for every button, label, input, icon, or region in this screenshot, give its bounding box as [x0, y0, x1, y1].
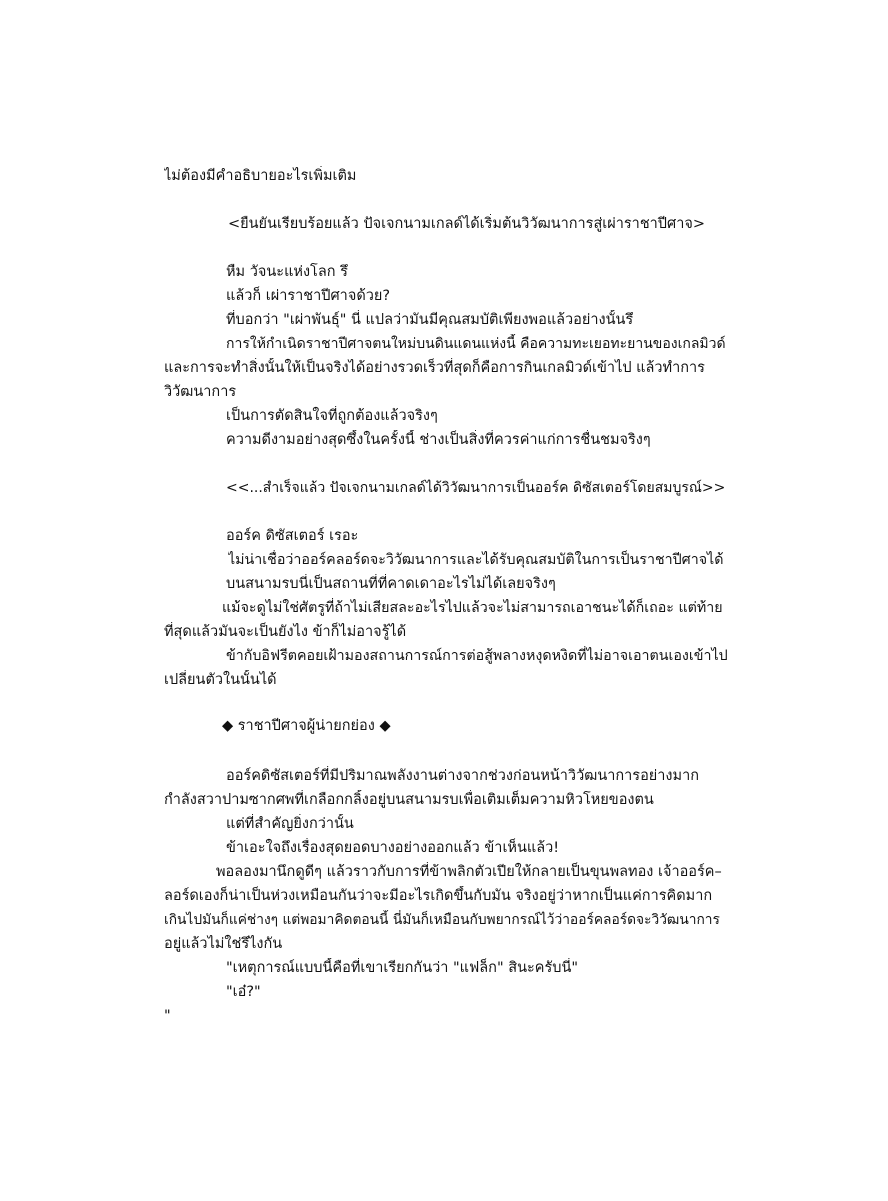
- text-line: และการจะทำสิ่งนั้นให้เป็นจริงได้อย่างรวดเร็วที่สุดก็คือการกินเกลมิวด์เข้าไป แล้วทำการ: [164, 360, 705, 376]
- text-line: บนสนามรบนี่เป็นสถานที่ที่คาดเดาอะไรไม่ได้เลยจริงๆ: [226, 576, 556, 592]
- text-line: ข้าเอะใจถึงเรื่องสุดยอดบางอย่างออกแล้ว ข้าเห็นแล้ว!: [226, 840, 560, 856]
- text-line: ": [164, 1008, 171, 1024]
- text-line: ลอร์ดเองก็น่าเป็นห่วงเหมือนกันว่าจะมีอะไรเกิดขึ้นกับมัน จริงอยู่ว่าหากเป็นแค่การคิดมาก: [164, 888, 713, 904]
- text-line: กำลังสวาปามซากศพที่เกลือกกลิ้งอยู่บนสนามรบเพื่อเติมเต็มความหิวโหยของตน: [164, 792, 654, 808]
- text-line: ออร์ค ดิซัสเตอร์ เรอะ: [226, 528, 359, 544]
- text-line: แล้วก็ เผ่าราชาปีศาจด้วย?: [226, 288, 391, 304]
- text-line: ข้ากับอิฟรีตคอยเฝ้ามองสถานการณ์การต่อสู้พลางหงุดหงิดที่ไม่อาจเอาตนเองเข้าไป: [226, 648, 728, 664]
- system-message: <<...สำเร็จแล้ว ปัจเจกนามเกลด์ได้วิวัฒนาการเป็นออร์ค ดิซัสเตอร์โดยสมบูรณ์>>: [226, 480, 726, 496]
- text-line: ออร์คดิซัสเตอร์ที่มีปริมาณพลังงานต่างจากช่วงก่อนหน้าวิวัฒนาการอย่างมาก: [226, 768, 699, 784]
- text-line: แม้จะดูไม่ใช่ศัตรูที่ถ้าไม่เสียสละอะไรไปแล้วจะไม่สามารถเอาชนะได้ก็เถอะ แต่ท้าย: [222, 600, 723, 616]
- text-line: เป็นการตัดสินใจที่ถูกต้องแล้วจริงๆ: [226, 408, 438, 424]
- text-line: ไม่น่าเชื่อว่าออร์คลอร์ดจะวิวัฒนาการและได้รับคุณสมบัติในการเป็นราชาปีศาจได้: [228, 552, 724, 568]
- text-line: ที่บอกว่า "เผ่าพันธุ์" นี่ แปลว่ามันมีคุณสมบัติเพียงพอแล้วอย่างนั้นรึ: [226, 312, 634, 328]
- text-line: เกินไปมันก็แค่ช่างๆ แต่พอมาคิดตอนนี้ นี่มันก็เหมือนกับพยากรณ์ไว้ว่าออร์คลอร์ดจะวิวัฒนาการ: [164, 912, 720, 928]
- system-message: <ยืนยันเรียบร้อยแล้ว ปัจเจกนามเกลด์ได้เริ่มต้นวิวัฒนาการสู่เผ่าราชาปีศาจ>: [228, 216, 706, 232]
- text-line: การให้กำเนิดราชาปีศาจตนใหม่บนดินแดนแห่งนี้ คือความทะเยอทะยานของเกลมิวด์: [226, 336, 726, 352]
- text-line: แต่ที่สำคัญยิ่งกว่านั้น: [226, 816, 354, 832]
- section-heading: ◆ ราชาปีศาจผู้น่ายกย่อง ◆: [222, 718, 391, 734]
- text-line: ไม่ต้องมีคำอธิบายอะไรเพิ่มเติม: [164, 168, 357, 184]
- dialogue-line: "เหตุการณ์แบบนี้คือที่เขาเรียกกันว่า "แฟล็ก" สินะครับนี่": [226, 960, 579, 976]
- dialogue-line: "เอ๋?": [226, 984, 261, 1000]
- text-line: หืม วัจนะแห่งโลก รึ: [226, 264, 348, 280]
- text-line: ที่สุดแล้วมันจะเป็นยังไง ข้าก็ไม่อาจรู้ได้: [164, 624, 407, 640]
- text-line: พอลองมานึกดูดีๆ แล้วราวกับการที่ข้าพลิกตัวเปียให้กลายเป็นขุนพลทอง เจ้าออร์ค–: [216, 864, 722, 880]
- text-line: เปลี่ยนตัวในนั้นได้: [164, 672, 277, 688]
- text-line: อยู่แล้วไม่ใช่รึไงกัน: [164, 936, 283, 952]
- text-line: ความดีงามอย่างสุดซึ้งในครั้งนี้ ช่างเป็นสิ่งที่ควรค่าแก่การชื่นชมจริงๆ: [226, 432, 651, 448]
- text-line: วิวัฒนาการ: [164, 384, 237, 400]
